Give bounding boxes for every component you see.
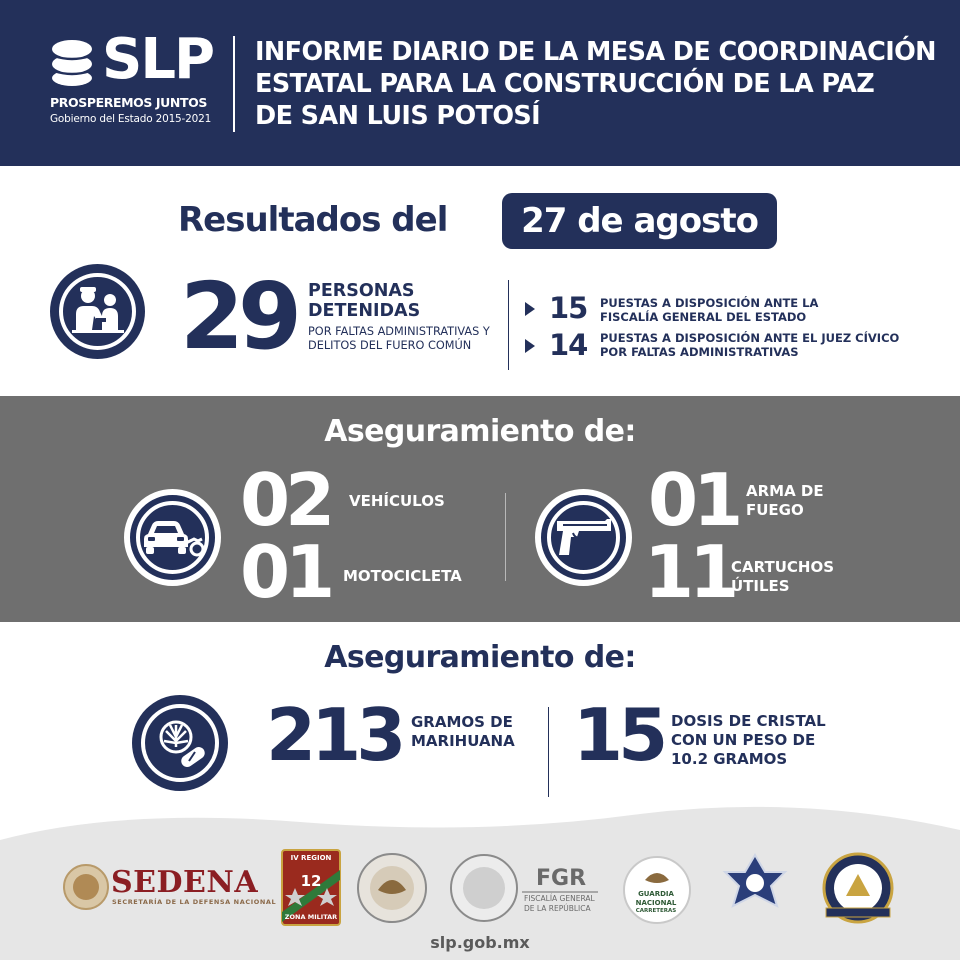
logo-motto: PROSPEREMOS JUNTOS — [50, 95, 207, 110]
logo-government: Gobierno del Estado 2015-2021 — [50, 113, 212, 125]
breakdown-text: PUESTAS A DISPOSICIÓN ANTE LA — [600, 296, 819, 310]
report-title — [255, 36, 945, 132]
marijuana-count: 213 — [266, 693, 402, 777]
detained-sublabel — [308, 325, 508, 353]
motorcycles-count: 01 — [240, 530, 331, 614]
arrow-right-icon — [525, 339, 535, 353]
fgr-logo: FGR — [536, 866, 587, 891]
detained-label: DETENIDAS — [308, 301, 421, 321]
firearms-label: FUEGO — [746, 501, 804, 519]
sedena-logo: SEDENA — [111, 865, 259, 900]
detained-sublabel-line: DELITOS DEL FUERO COMÚN — [308, 339, 472, 352]
detained-sublabel-line: POR FALTAS ADMINISTRATIVAS Y — [308, 325, 490, 338]
firearms-count: 01 — [648, 458, 739, 542]
report-title-line: ESTATAL PARA LA CONSTRUCCIÓN DE LA PAZ — [255, 69, 875, 99]
website-link[interactable]: slp.gob.mx — [430, 933, 530, 952]
breakdown-text: POR FALTAS ADMINISTRATIVAS — [600, 345, 799, 359]
drug-seizure-title: Aseguramiento de: — [324, 640, 636, 675]
guardia-carreteras-text: NACIONAL — [635, 899, 677, 907]
header-divider — [233, 36, 235, 132]
detained-count: 29 — [180, 263, 297, 370]
logo-name: SLP — [102, 27, 214, 92]
guardia-carreteras-text: CARRETERAS — [635, 908, 677, 914]
arrow-right-icon — [525, 302, 535, 316]
region-badge-number: 12 — [300, 872, 322, 890]
crystal-label: 10.2 GRAMOS — [671, 750, 788, 768]
report-title-line: INFORME DIARIO DE LA MESA DE COORDINACIÓN — [255, 37, 936, 67]
vehicles-count: 02 — [240, 458, 331, 542]
marijuana-label: MARIHUANA — [411, 732, 515, 750]
drug-divider — [548, 707, 549, 797]
breakdown-count: 15 — [549, 291, 588, 325]
report-title-line: DE SAN LUIS POTOSÍ — [255, 101, 541, 131]
breakdown-text: FISCALÍA GENERAL DEL ESTADO — [600, 310, 807, 324]
sedena-subtitle: SECRETARÍA DE LA DEFENSA NACIONAL — [112, 898, 277, 906]
cartridges-count: 11 — [644, 530, 735, 614]
breakdown-count: 14 — [549, 328, 588, 362]
crystal-label: DOSIS DE CRISTAL — [671, 712, 826, 730]
marijuana-pill-icon — [132, 695, 228, 791]
region-badge-line: ZONA MILITAR — [284, 913, 338, 921]
seizure-divider — [505, 493, 506, 581]
motorcycles-label: MOTOCICLETA — [343, 567, 462, 585]
guardia-carreteras-text: GUARDIA — [638, 890, 674, 898]
cartridges-label: ÚTILES — [731, 577, 790, 595]
handgun-icon — [535, 489, 632, 586]
cartridges-label: CARTUCHOS — [731, 558, 835, 576]
fgr-subtitle: FISCALÍA GENERAL — [524, 894, 595, 903]
results-divider — [508, 280, 509, 370]
detained-person-icon — [50, 264, 145, 359]
slp-logo-icon — [50, 37, 108, 87]
crystal-count: 15 — [573, 693, 664, 777]
region-badge-line: IV REGION — [290, 854, 332, 862]
car-motorcycle-icon — [124, 489, 221, 586]
crystal-label: CON UN PESO DE — [671, 731, 816, 749]
results-title: Resultados del — [178, 200, 448, 240]
detained-label: PERSONAS — [308, 281, 415, 301]
firearms-label: ARMA DE — [746, 482, 824, 500]
breakdown-text: PUESTAS A DISPOSICIÓN ANTE EL JUEZ CÍVICO — [600, 331, 900, 345]
header-banner — [0, 0, 960, 166]
marijuana-label: GRAMOS DE — [411, 713, 513, 731]
fgr-subtitle: DE LA REPÚBLICA — [524, 904, 591, 913]
date-badge: 27 de agosto — [502, 193, 777, 249]
seizure-title: Aseguramiento de: — [324, 414, 636, 449]
vehicles-label: VEHÍCULOS — [349, 492, 445, 510]
